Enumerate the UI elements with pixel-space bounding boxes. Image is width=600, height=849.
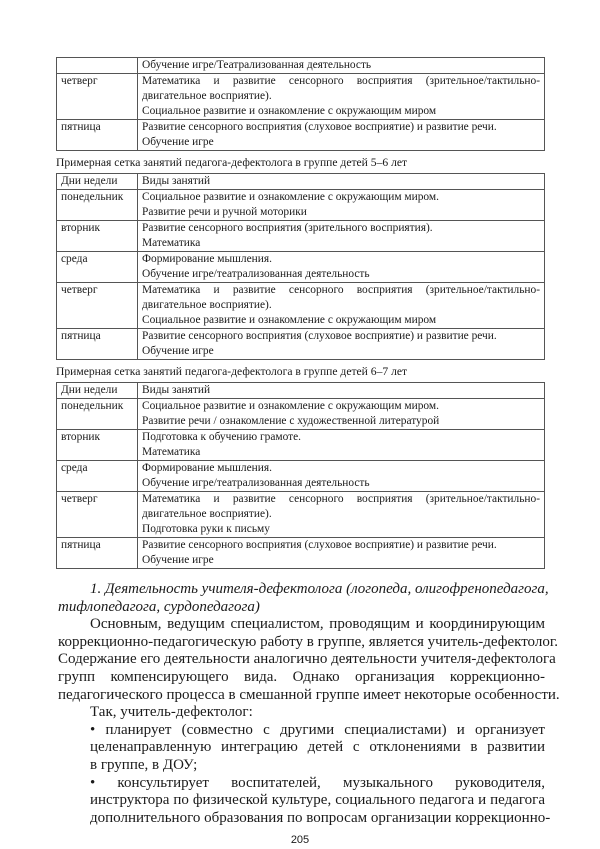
table-caption-5-6: Примерная сетка занятий педагога-дефектолога в группе детей 5–6 лет: [56, 156, 408, 169]
day-cell: пятница: [57, 329, 138, 360]
activity-line: двигательное восприятие).: [142, 299, 272, 311]
table-row: [57, 120, 545, 151]
table-row: [57, 221, 545, 252]
day-cell: вторник: [57, 221, 138, 252]
activities-cell: [138, 120, 545, 151]
text-line: в группе, в ДОУ;: [90, 756, 198, 773]
table-row: [57, 538, 545, 569]
activity-line: двигательное восприятие).: [142, 508, 272, 520]
schedule-table-continued: [56, 57, 545, 151]
activity-line: Обучение игре/театрализованная деятельность: [142, 268, 370, 280]
activity-line: Развитие сенсорного восприятия (зрительного восприятия).: [142, 222, 433, 234]
text-line: тифлопедагога, сурдопедагога): [58, 598, 260, 615]
activity-line: Обучение игре: [142, 345, 214, 357]
activity-line: Обучение игре/Театрализованная деятельность: [142, 59, 372, 71]
table-row: [57, 74, 545, 120]
activity-line: двигательное восприятие).: [142, 90, 272, 102]
page-number: 205: [290, 834, 310, 847]
activity-line: Подготовка руки к письму: [142, 523, 270, 535]
activities-cell: [138, 190, 545, 221]
activity-line: Математика и развитие сенсорного восприятия (зрительное/тактильно-: [142, 284, 540, 296]
day-cell: четверг: [57, 74, 138, 120]
schedule-table-5-6: [56, 173, 545, 360]
activity-line: Развитие речи / ознакомление с художественной литературой: [142, 415, 440, 427]
activity-line: Формирование мышления.: [142, 462, 272, 474]
header-activities: Виды занятий: [138, 174, 545, 190]
activity-line: Развитие сенсорного восприятия (слуховое восприятие) и развитие речи.: [142, 539, 497, 551]
header-activities: Виды занятий: [138, 383, 545, 399]
activities-cell: [138, 221, 545, 252]
activity-line: Социальное развитие и ознакомление с окружающим миром: [142, 105, 437, 117]
page-content: [56, 57, 560, 847]
text-line: • планирует (совместно с другими специалистами) и организует: [90, 721, 545, 738]
activities-cell: [138, 74, 545, 120]
schedule-table-6-7: [56, 382, 545, 569]
activity-line: Обучение игре: [142, 554, 214, 566]
paragraph: [58, 616, 560, 704]
activity-line: Обучение игре/театрализованная деятельность: [142, 477, 370, 489]
day-cell: среда: [57, 252, 138, 283]
activity-line: Социальное развитие и ознакомление с окружающим миром: [142, 314, 437, 326]
text-line: коррекционно-педагогическую работу в группе, является учитель-дефектолог.: [58, 633, 559, 650]
table-row: [57, 329, 545, 360]
activities-cell: [138, 399, 545, 430]
activities-cell: [138, 492, 545, 538]
activity-line: Математика: [142, 237, 201, 249]
text-line: 1. Деятельность учителя-дефектолога (логопеда, олигофренопедагога,: [90, 581, 549, 597]
activity-line: Развитие сенсорного восприятия (слуховое восприятие) и развитие речи.: [142, 330, 497, 342]
activity-line: Формирование мышления.: [142, 253, 272, 265]
activity-line: Подготовка к обучению грамоте.: [142, 431, 302, 443]
activity-line: Развитие речи и ручной моторики: [142, 206, 307, 218]
table-row: [57, 461, 545, 492]
day-cell: пятница: [57, 120, 138, 151]
activity-line: Математика и развитие сенсорного восприятия (зрительное/тактильно-: [142, 493, 540, 505]
activity-line: Социальное развитие и ознакомление с окружающим миром.: [142, 191, 439, 203]
day-cell: вторник: [57, 430, 138, 461]
activity-line: Обучение игре: [142, 136, 214, 148]
bullet-item: [58, 722, 545, 775]
table-row: [57, 252, 545, 283]
activities-cell: [138, 329, 545, 360]
table-row: [57, 399, 545, 430]
body-text: [58, 581, 560, 827]
table-row: [57, 283, 545, 329]
table-header-row: [57, 383, 545, 399]
day-cell: понедельник: [57, 399, 138, 430]
table-row: [57, 190, 545, 221]
text-line: Так, учитель-дефектолог:: [90, 704, 253, 721]
day-cell: пятница: [57, 538, 138, 569]
table-header-row: [57, 174, 545, 190]
day-cell: среда: [57, 461, 138, 492]
activity-line: Развитие сенсорного восприятия (слуховое восприятие) и развитие речи.: [142, 121, 497, 133]
text-line: педагогического процесса в смешанной группе имеет некоторые особенности.: [58, 686, 560, 703]
activities-cell: [138, 430, 545, 461]
paragraph: [58, 704, 545, 722]
header-day: Дни недели: [57, 174, 138, 190]
day-cell: [57, 58, 138, 74]
activities-cell: [138, 538, 545, 569]
activities-cell: [138, 461, 545, 492]
activity-line: Математика: [142, 446, 201, 458]
text-line: целенаправленную интеграцию детей с отклонениями в развитии: [90, 739, 545, 756]
activities-cell: [138, 252, 545, 283]
activities-cell: [138, 58, 545, 74]
section-heading: [58, 581, 549, 616]
table-row: [57, 58, 545, 74]
text-line: • консультирует воспитателей, музыкального руководителя,: [90, 774, 545, 791]
text-line: дополнительного образования по вопросам организации коррекционно-: [90, 809, 551, 826]
activity-line: Социальное развитие и ознакомление с окружающим миром.: [142, 400, 439, 412]
table-row: [57, 492, 545, 538]
text-line: инструктора по физической культуре, социального педагога и педагога: [90, 792, 545, 809]
bullet-item: [58, 774, 551, 828]
activity-line: Математика и развитие сенсорного восприятия (зрительное/тактильно-: [142, 75, 540, 87]
header-day: Дни недели: [57, 383, 138, 399]
day-cell: понедельник: [57, 190, 138, 221]
text-line: Основным, ведущим специалистом, проводящим и координирующим: [90, 616, 545, 633]
text-line: Содержание его деятельности аналогично деятельности учителя-дефектолога: [58, 651, 556, 668]
text-line: групп компенсирующего вида. Однако организация коррекционно-: [58, 668, 545, 685]
table-caption-6-7: Примерная сетка занятий педагога-дефектолога в группе детей 6–7 лет: [56, 365, 408, 378]
table-row: [57, 430, 545, 461]
day-cell: четверг: [57, 283, 138, 329]
day-cell: четверг: [57, 492, 138, 538]
activities-cell: [138, 283, 545, 329]
